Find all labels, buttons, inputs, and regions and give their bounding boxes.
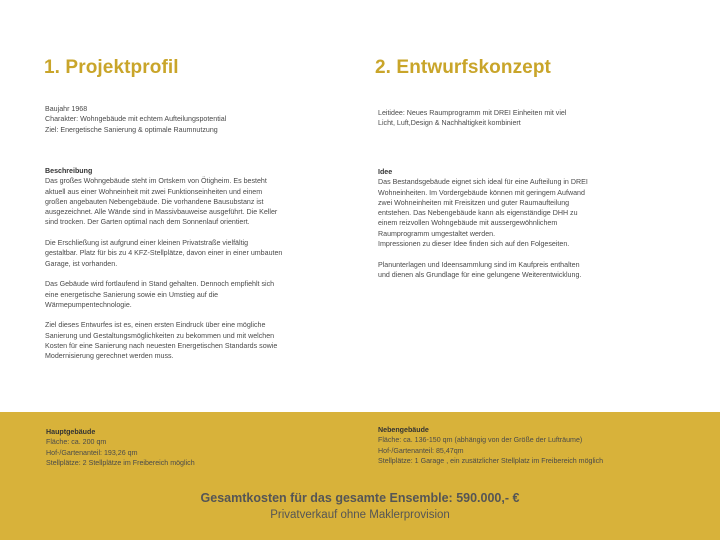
side-building-title: Nebengebäude (378, 426, 429, 434)
fact-line: Stellplätze: 2 Stellplätze im Freibereich möglich (46, 458, 195, 467)
idea-paragraph (378, 177, 588, 249)
text-line: sind trocken. Der Garten optimal nach dem Sonnenlauf orientiert. (45, 218, 250, 227)
text-line: Planunterlagen und Ideensammlung sind im Kaufpreis enthalten (378, 260, 580, 269)
text-line: Sanierung und Gestaltungsmöglichkeiten zu bekommen und mit welchen (45, 331, 275, 340)
project-intro (45, 104, 226, 135)
idea-title: Idee (378, 168, 393, 176)
intro-line: Baujahr 1968 (45, 105, 88, 113)
concept-intro (378, 108, 566, 129)
side-building-facts (378, 425, 603, 466)
text-line: entstehen. Das Nebengebäude kann als eigenständige DHH zu (378, 209, 578, 218)
text-line: Impressionen zu dieser Idee finden sich auf den Folgeseiten. (378, 240, 570, 249)
description-paragraph (45, 320, 282, 361)
text-line: Garage, ist vorhanden. (45, 259, 118, 268)
fact-line: Fläche: ca. 136-150 qm (abhängig von der Größe der Lufträume) (378, 436, 583, 445)
text-line: Modernisierung gerechnet werden muss. (45, 352, 174, 361)
section-heading-entwurfskonzept: 2. Entwurfskonzept (375, 57, 551, 78)
concept-idea (378, 167, 588, 280)
project-description (45, 166, 282, 362)
fact-line: Stellplätze: 1 Garage , ein zusätzlicher Stellplatz im Freibereich möglich (378, 456, 604, 465)
text-line: aktuell aus einer Wohneinheit mit zwei Funktionseinheiten und einem (45, 187, 263, 196)
total-cost: Gesamtkosten für das gesamte Ensemble: 590.000,- € (200, 491, 520, 505)
text-line: Das Gebäude wird fortlaufend in Stand gehalten. Dennoch empfiehlt sich (45, 280, 275, 289)
main-building-facts (46, 427, 195, 468)
text-line: ausgezeichnet. Alle Wände sind in Massivbauweise ausgeführt. Die Keller (45, 208, 278, 217)
fact-line: Hof-/Gartenanteil: 193,26 qm (46, 448, 138, 457)
text-line: Kosten für eine Sanierung nach neuesten Energetischen Standards sowie (45, 342, 278, 351)
text-line: Die Erschließung ist aufgrund einer kleinen Privatstraße vielfältig (45, 239, 249, 248)
intro-line: Ziel: Energetische Sanierung & optimale Raumnutzung (45, 125, 218, 134)
text-line: zwei Wohneinheiten mit Freisitzen und guter Raumaufteilung (378, 198, 570, 207)
description-title: Beschreibung (45, 167, 93, 175)
intro-line: Licht, Luft,Design & Nachhaltigkeit kombiniert (378, 119, 521, 128)
sale-note: Privatverkauf ohne Maklerprovision (270, 509, 450, 521)
text-line: einem reizvollen Wohngebäude mit aussergewöhnlichem (378, 219, 558, 228)
text-line: Das großes Wohngebäude steht im Ortskern von Ötigheim. Es besteht (45, 177, 267, 186)
description-paragraph (45, 176, 282, 227)
text-line: Wärmepumpentechnologie. (45, 300, 132, 309)
intro-line: Charakter: Wohngebäude mit echtem Aufteilungspotential (45, 115, 227, 124)
intro-line: Leitidee: Neues Raumprogramm mit DREI Einheiten mit viel (378, 109, 567, 117)
text-line: Raumprogramm umgestaltet werden. (378, 229, 496, 238)
text-line: Ziel dieses Entwurfes ist es, einen ersten Eindruck über eine mögliche (45, 321, 266, 330)
description-paragraph (45, 238, 282, 269)
idea-paragraph (378, 260, 588, 281)
text-line: Das Bestandsgebäude eignet sich ideal für eine Aufteilung in DREI (378, 178, 588, 187)
text-line: großen angebauten Nebengebäude. Die vorhandene Bausubstanz ist (45, 197, 264, 206)
main-building-title: Hauptgebäude (46, 428, 96, 436)
fact-line: Hof-/Gartenanteil: 85,47qm (378, 446, 464, 455)
text-line: und dienen als Grundlage für eine gelungene Weiterentwicklung. (378, 270, 582, 279)
text-line: Wohneinheiten. Im Vordergebäude können mit geringem Aufwand (378, 188, 585, 197)
section-heading-projektprofil: 1. Projektprofil (44, 57, 179, 78)
fact-line: Fläche: ca. 200 qm (46, 438, 107, 447)
description-paragraph (45, 279, 282, 310)
text-line: eine energetische Sanierung sowie ein Umstieg auf die (45, 290, 219, 299)
text-line: gestaltbar. Platz für bis zu 4 KFZ-Stellplätze, davon einer in einer umbauten (45, 249, 283, 258)
